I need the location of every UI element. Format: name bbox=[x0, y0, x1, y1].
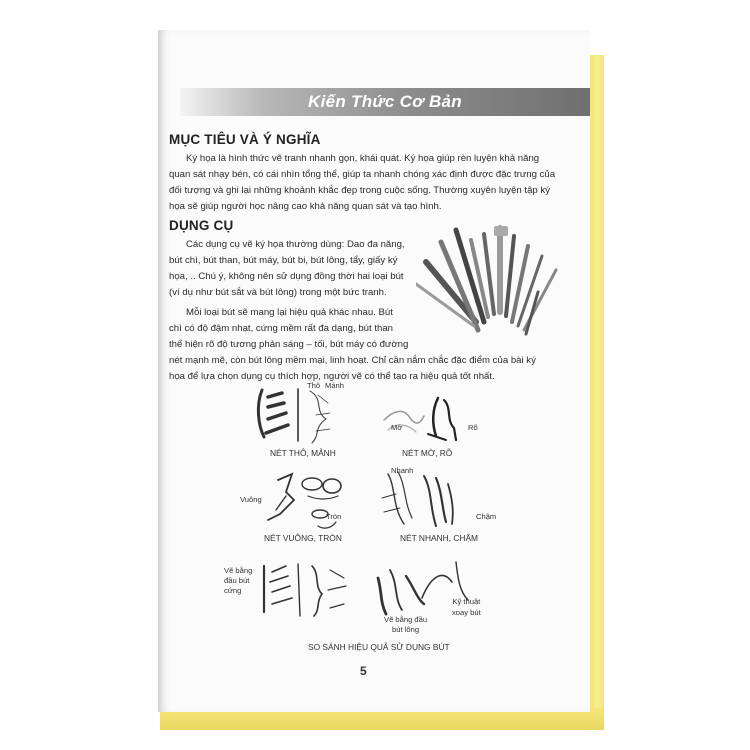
text-line: bút chì, bút than, bút máy, bút bi, bút lông, tẩy, giấy ký bbox=[169, 255, 398, 266]
text-line: quan sát nhạy bén, có cái nhìn tổng thể, giúp ta nhanh chóng xác định được đặc trưng của bbox=[169, 169, 556, 180]
text-line: xoay bút bbox=[452, 608, 481, 617]
caption-faint-bold: NÉT MỜ, RÕ bbox=[402, 448, 453, 458]
sketch-fast-slow bbox=[380, 468, 472, 532]
caption-square-round: NÉT VUÔNG, TRÒN bbox=[264, 533, 342, 543]
label-slow: Chậm bbox=[476, 512, 497, 521]
book-page bbox=[158, 30, 590, 712]
text-line: Kỹ thuật bbox=[452, 597, 481, 606]
text-line: cứng bbox=[224, 586, 242, 595]
page-number: 5 bbox=[360, 664, 367, 678]
text-line: Vẽ bằng bbox=[224, 566, 253, 575]
sketch-faint-bold bbox=[380, 390, 470, 446]
text-line: Vẽ bằng đầu bbox=[384, 615, 428, 624]
sketch-thick-thin bbox=[254, 385, 354, 447]
text-line: Các dụng cụ vẽ ký họa thường dùng: Dao đa năng, bbox=[186, 239, 405, 250]
sketch-square-round bbox=[258, 470, 358, 534]
text-line: họa để lựa chọn dụng cụ thích hợp, người vẽ có thể tạo ra hiệu quả tốt nhất. bbox=[169, 371, 495, 382]
label-hard-tip bbox=[224, 566, 252, 596]
goals-paragraph bbox=[169, 151, 567, 215]
label-round: Tròn bbox=[326, 512, 342, 521]
text-line: bút lông bbox=[392, 625, 420, 634]
caption-pen-comparison: SO SÁNH HIỆU QUẢ SỬ DỤNG BÚT bbox=[308, 642, 450, 652]
label-thin: Mảnh bbox=[325, 381, 344, 390]
text-line: (ví dụ như bút sắt và bút lông) trong một bức tranh. bbox=[169, 287, 387, 298]
label-square: Vuông bbox=[240, 495, 262, 504]
tools-paragraph-1 bbox=[169, 237, 421, 301]
text-line: nét mạnh mẽ, còn bút lông mềm mại, linh hoạt. Chỉ cần nắm chắc đặc điểm của bài ký bbox=[169, 355, 536, 366]
text-line: đối tượng và ghi lại những khoảnh khắc đẹp trong cuộc sống. Thường xuyên luyện tập ký bbox=[169, 185, 551, 196]
sketch-hard-tip bbox=[260, 558, 356, 622]
label-brush-tip bbox=[384, 615, 427, 635]
section-heading-goals: MỤC TIÊU VÀ Ý NGHĨA bbox=[169, 132, 321, 147]
text-line: chì có độ đậm nhạt, cứng mềm rất đa dạng, bút than bbox=[169, 323, 394, 334]
label-fast: Nhanh bbox=[391, 466, 414, 475]
label-bold: Rõ bbox=[468, 423, 478, 432]
caption-fast-slow: NÉT NHANH, CHẬM bbox=[400, 533, 479, 543]
pens-illustration bbox=[416, 222, 564, 337]
text-line: họa, .. Chú ý, không nên sử dụng đồng thời hai loại bút bbox=[169, 271, 404, 282]
label-faint: Mờ bbox=[391, 423, 403, 432]
text-line: họa sẽ giúp người học nâng cao khả năng quan sát và tạo hình. bbox=[169, 201, 442, 212]
text-line: đầu bút bbox=[224, 576, 250, 585]
label-thick: Thô bbox=[307, 381, 321, 390]
text-line: Ký họa là hình thức vẽ tranh nhanh gọn, khái quát. Ký họa giúp rèn luyện khả năng bbox=[186, 153, 540, 164]
chapter-banner bbox=[180, 88, 590, 116]
text-line: Mỗi loại bút sẽ mang lại hiệu quả khác nhau. Bút bbox=[186, 307, 393, 318]
caption-thick-thin: NÉT THÔ, MẢNH bbox=[270, 448, 336, 458]
tools-paragraph-2-top bbox=[169, 305, 421, 353]
text-line: thể hiện rõ độ tương phản sáng – tối, bút máy có đường bbox=[169, 339, 409, 350]
section-heading-tools: DỤNG CỤ bbox=[169, 218, 234, 233]
book-spine-edge bbox=[588, 55, 604, 727]
banner-title: Kiến Thức Cơ Bản bbox=[308, 92, 462, 111]
tools-paragraph-2-bottom bbox=[169, 353, 569, 385]
label-pen-rotation bbox=[452, 596, 481, 618]
